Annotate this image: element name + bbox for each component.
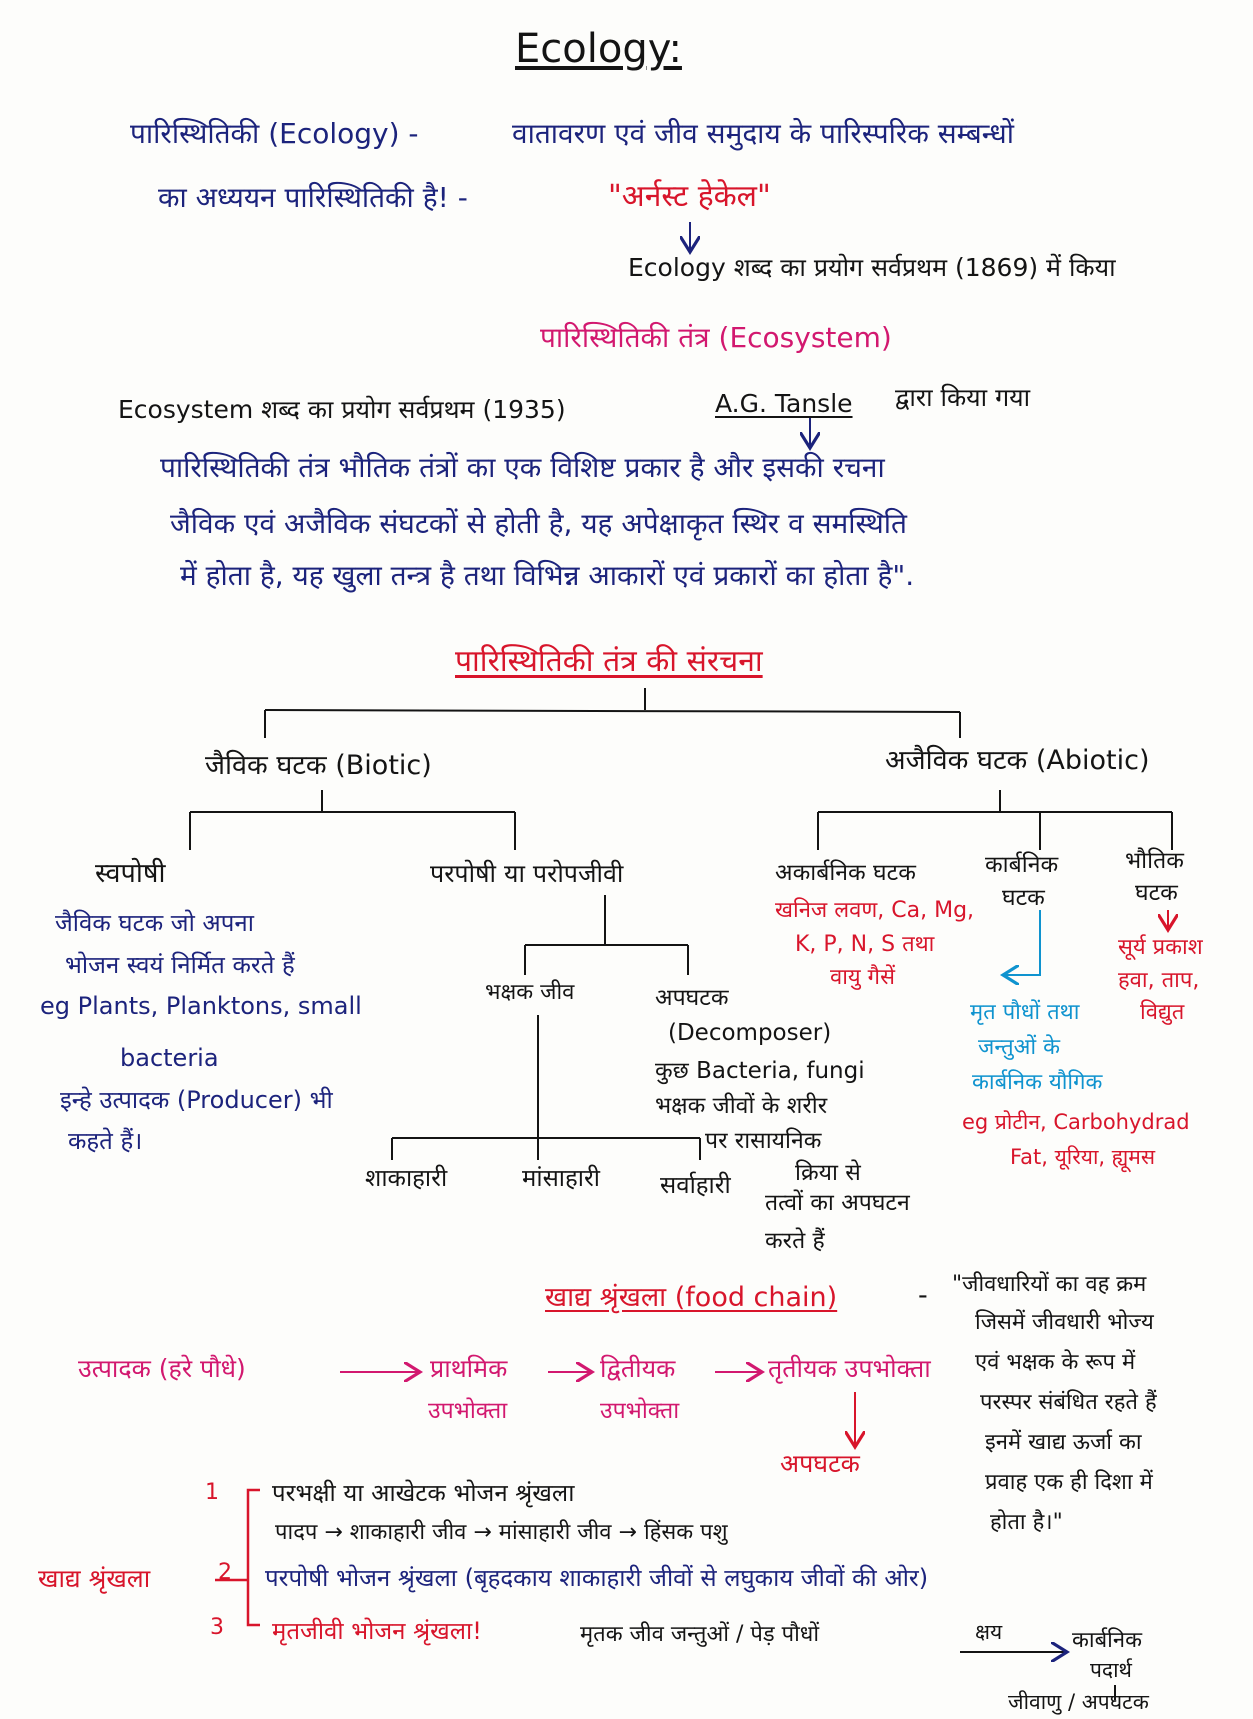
food-chain-definition-2: जिसमें जीवधारी भोज्य [975,1310,1154,1335]
ecology-definition-line1: वातावरण एवं जीव समुदाय के पारिस्परिक सम्बन्धों [512,117,1014,150]
ecosystem-desc-line3: में होता है, यह खुला तन्त्र है तथा विभिन्न आकारों एवं प्रकारों का होता है". [180,559,915,592]
organic-desc-2: जन्तुओं के [978,1035,1061,1060]
herbivore-label: शाकाहारी [365,1164,448,1192]
type3-result-2: पदार्थ [1090,1658,1132,1682]
physical-label-1: भौतिक [1125,848,1184,874]
type3-label: मृतजीवी भोजन श्रृंखला! [272,1617,482,1645]
food-chain-dash: - [918,1280,928,1311]
type3-agent: जीवाणु / अपघटक [1008,1690,1149,1714]
inorganic-desc-2: K, P, N, S तथा [795,932,935,957]
ecology-term: पारिस्थितिकी (Ecology) - [130,117,419,150]
ecology-definition-line2: का अध्ययन पारिस्थितिकी है! - [158,181,468,214]
decomposer-line1: अपघटक [655,985,729,1011]
decomposer-line8: करते हैं [765,1228,825,1254]
organic-desc-1: मृत पौधों तथा [970,1000,1080,1025]
organic-eg-2: Fat, यूरिया, ह्यूमस [1010,1145,1156,1169]
autotroph-desc-5: इन्हे उत्पादक (Producer) भी [60,1086,333,1114]
type1-number: 1 [205,1480,219,1505]
physical-desc-1: सूर्य प्रकाश [1118,935,1203,960]
secondary-consumer-2: उपभोक्ता [600,1398,680,1424]
carnivore-label: मांसाहारी [522,1164,600,1192]
type1-label: परभक्षी या आखेटक भोजन श्रृंखला [272,1479,575,1507]
type3-decay-label: क्षय [975,1620,1003,1644]
decomposer-line6: क्रिया से [795,1160,861,1186]
food-chain-definition-5: इनमें खाद्य ऊर्जा का [985,1430,1142,1455]
type3-result-1: कार्बनिक [1072,1628,1142,1653]
abiotic-label: अजैविक घटक (Abiotic) [885,745,1150,776]
ecosystem-desc-line1: पारिस्थितिकी तंत्र भौतिक तंत्रों का एक विशिष्ट प्रकार है और इसकी रचना [160,451,885,484]
decomposer-line3: कुछ Bacteria, fungi [655,1058,865,1084]
page-title: Ecology: [515,26,682,72]
ecosystem-desc-line2: जैविक एवं अजैविक संघटकों से होती है, यह अपेक्षाकृत स्थिर व समस्थिति [170,507,907,540]
physical-desc-3: विद्युत [1140,1000,1185,1025]
organic-desc-3: कार्बनिक यौगिक [972,1070,1103,1095]
primary-consumer-2: उपभोक्ता [428,1398,508,1424]
physical-desc-2: हवा, ताप, [1118,968,1200,993]
food-chain-types-label: खाद्य श्रृंखला [38,1564,151,1593]
autotroph-desc-6: कहते हैं। [68,1127,143,1155]
inorganic-desc-1: खनिज लवण, Ca, Mg, [775,898,975,923]
autotroph-desc-4: bacteria [120,1044,219,1072]
ecosystem-heading: पारिस्थितिकी तंत्र (Ecosystem) [540,321,892,354]
secondary-consumer-1: द्वितीयक [600,1354,676,1383]
decomposer-line5: पर रासायनिक [705,1128,822,1154]
ecosystem-origin: Ecosystem शब्द का प्रयोग सर्वप्रथम (1935) [118,395,566,424]
inorganic-desc-3: वायु गैसें [830,965,895,990]
food-chain-heading: खाद्य श्रृंखला (food chain) [545,1282,838,1313]
tansley-name: A.G. Tansle [715,389,853,418]
author-name: "अर्नस्ट हेकेल" [608,179,771,214]
structure-heading: पारिस्थितिकी तंत्र की संरचना [455,644,763,679]
autotroph-label: स्वपोषी [95,858,166,889]
food-chain-definition-1: "जीवधारियों का वह क्रम [952,1272,1147,1297]
consumer-label: भक्षक जीव [485,980,575,1005]
primary-consumer-1: प्राथमिक [430,1354,508,1383]
producer-label: उत्पादक (हरे पौधे) [78,1354,246,1383]
autotroph-desc-2: भोजन स्वयं निर्मित करते हैं [65,951,295,979]
autotroph-desc-1: जैविक घटक जो अपना [55,909,254,937]
decomposer-end: अपघटक [780,1449,860,1478]
biotic-label: जैविक घटक (Biotic) [205,750,432,781]
type3-desc: मृतक जीव जन्तुओं / पेड़ पौधों [580,1622,820,1647]
organic-eg-1: eg प्रोटीन, Carbohydrad [962,1110,1190,1134]
omnivore-label: सर्वाहारी [660,1171,731,1199]
food-chain-definition-6: प्रवाह एक ही दिशा में [985,1470,1153,1495]
type2-label: परपोषी भोजन श्रृंखला (बृहदकाय शाकाहारी जीवों से लघुकाय जीवों की ओर) [265,1564,929,1592]
heterotroph-label: परपोषी या परोपजीवी [430,859,624,888]
autotroph-desc-3: eg Plants, Planktons, small [40,992,362,1020]
type3-number: 3 [210,1615,224,1640]
type1-chain: पादप → शाकाहारी जीव → मांसाहारी जीव → हिंसक पशु [275,1520,728,1545]
ecosystem-origin-end: द्वारा किया गया [895,383,1031,412]
ecology-term-note: Ecology शब्द का प्रयोग सर्वप्रथम (1869) में किया [628,253,1116,282]
physical-label-2: घटक [1135,880,1178,906]
tertiary-consumer: तृतीयक उपभोक्ता [768,1354,931,1383]
decomposer-line4: भक्षक जीवों के शरीर [655,1093,828,1119]
food-chain-definition-3: एवं भक्षक के रूप में [975,1350,1136,1375]
decomposer-line7: तत्वों का अपघटन [765,1190,910,1216]
organic-label-2: घटक [1002,885,1045,911]
decomposer-line2: (Decomposer) [668,1020,832,1046]
organic-label-1: कार्बनिक [985,852,1059,878]
type2-number: 2 [218,1560,232,1585]
food-chain-definition-4: परस्पर संबंधित रहते हैं [980,1390,1157,1415]
food-chain-definition-7: होता है।" [990,1510,1063,1535]
inorganic-label: अकार्बनिक घटक [775,860,916,886]
